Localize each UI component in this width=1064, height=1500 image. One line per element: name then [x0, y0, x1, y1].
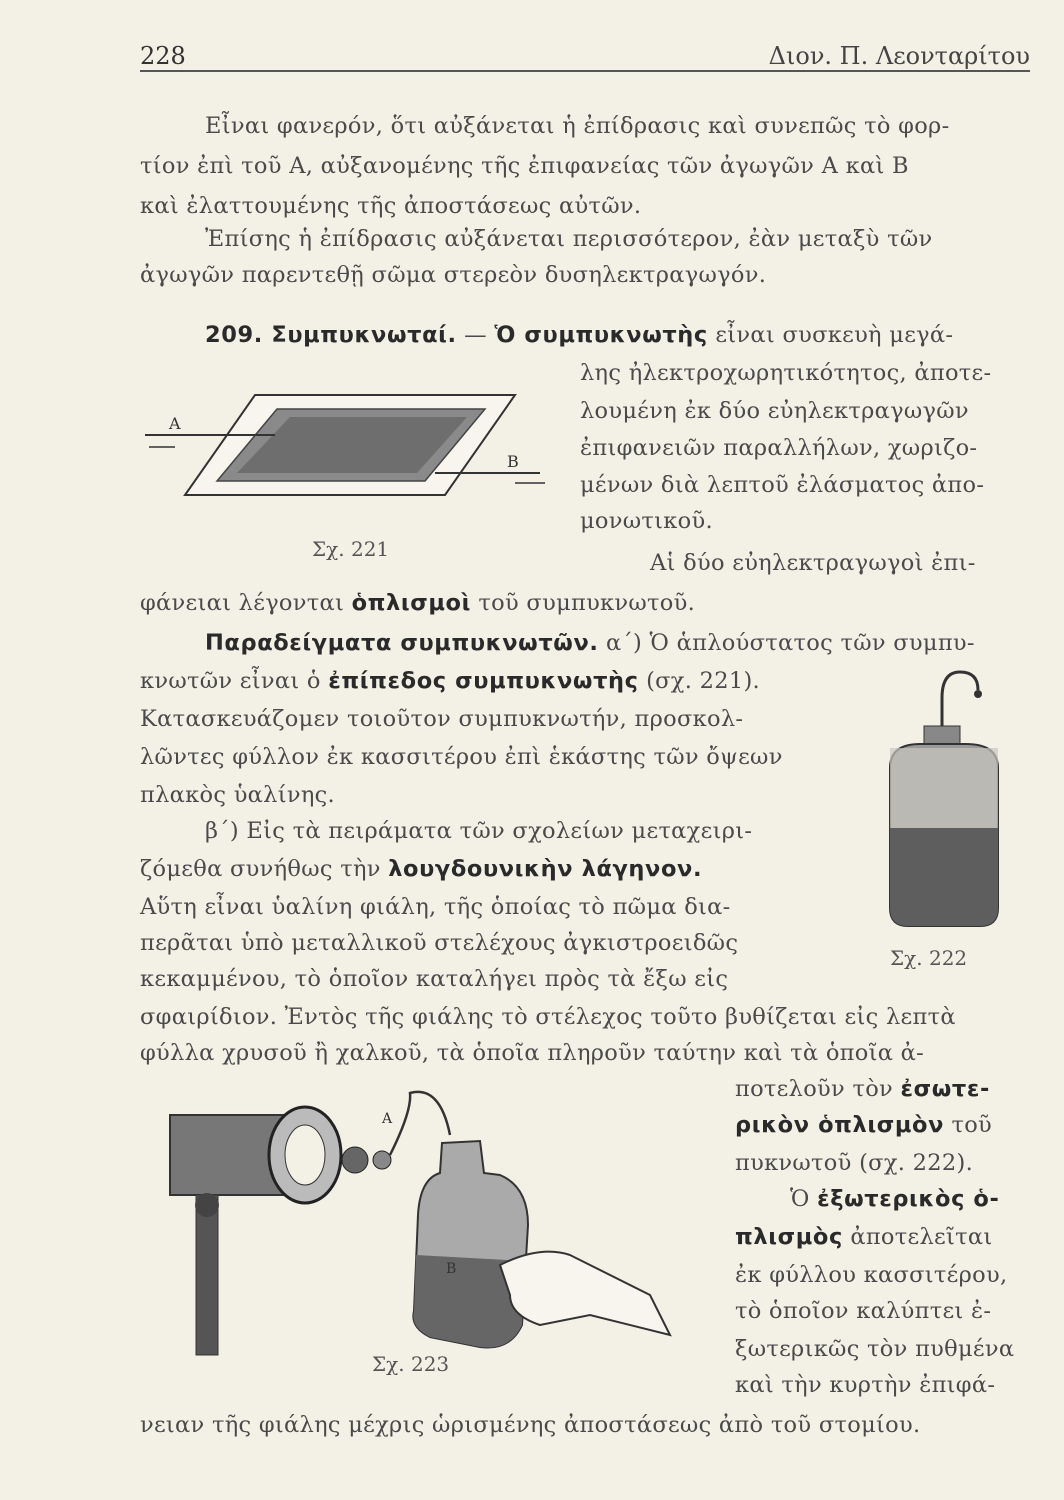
leyden-line-5: κεκαμμένου, τὸ ὁποῖον καταλήγει πρὸς τὰ ἔξω εἰς	[140, 966, 729, 992]
section-dash: —	[464, 322, 487, 348]
leyden-line-7: φύλλα χρυσοῦ ἢ χαλκοῦ, τὰ ὁποῖα πληροῦν ταύτην καὶ τὰ ὁποῖα ἀ-	[140, 1040, 925, 1066]
jar-stopper	[924, 726, 960, 744]
page-header	[140, 38, 1030, 72]
narrow-line-5: μονωτικοῦ.	[580, 508, 713, 534]
term-inner-2: ρικὸν ὁπλισμὸν	[735, 1112, 944, 1138]
jar-outer-foil	[890, 828, 998, 926]
rod-ball	[974, 690, 982, 698]
armature-pre: φάνειαι λέγονται	[140, 590, 345, 616]
examples-line-2	[140, 668, 760, 694]
para2-line-2: ἀγωγῶν παρεντεθῇ σῶμα στερεὸν δυσηλεκτραγωγόν.	[140, 262, 767, 288]
outer-last-line: νειαν τῆς φιάλης μέχρις ὡρισμένης ἀποστάσεως ἀπὸ τοῦ στομίου.	[140, 1412, 921, 1438]
leyden-line-1: β΄) Εἰς τὰ πειράματα τῶν σχολείων μεταχειρι-	[205, 818, 753, 844]
outer-line-1	[790, 1186, 999, 1212]
conductor-ball-1	[342, 1147, 368, 1173]
fig-221-plate-condenser	[145, 385, 555, 515]
outer-line1-pre: Ὁ	[790, 1186, 810, 1212]
narrow-line-1: λης ἠλεκτροχωρητικότητος, ἀποτε-	[580, 360, 992, 386]
header-rule	[140, 70, 1030, 72]
page-number: 228	[140, 42, 186, 70]
leyden-line-4: περᾶται ὑπὸ μεταλλικοῦ στελέχους ἀγκιστροειδῶς	[140, 930, 739, 956]
para1-line-3: καὶ ἐλαττουμένης τῆς ἀποστάσεως αὐτῶν.	[140, 193, 642, 219]
inner-line-1	[735, 1076, 990, 1102]
examples-line2-post: (σχ. 221).	[646, 668, 761, 694]
outer-line-3: ἐκ φύλλου κασσιτέρου,	[735, 1262, 1008, 1288]
outer-line2-post: ἀποτελεῖται	[850, 1224, 993, 1250]
outer-line-2	[735, 1224, 992, 1250]
examples-heading-rest: α΄) Ὁ ἁπλούστατος τῶν συμπυ-	[605, 630, 975, 656]
examples-heading-line	[205, 630, 975, 656]
fig-221-caption: Σχ. 221	[312, 537, 390, 561]
running-title: Διον. Π. Λεονταρίτου	[768, 42, 1030, 70]
outer-line-5: ξωτερικῶς τὸν πυθμένα	[735, 1336, 1015, 1362]
examples-line-5: πλακὸς ὑαλίνης.	[140, 782, 335, 808]
fig-223-charging-jar	[150, 1075, 690, 1375]
term-inner-1: ἐσωτε-	[900, 1076, 990, 1102]
narrow-line-3: ἐπιφανειῶν παραλλήλων, χωριζο-	[580, 435, 978, 461]
inner-line2-post: τοῦ	[951, 1112, 993, 1138]
outer-line-6: καὶ τὴν κυρτὴν ἐπιφά-	[735, 1372, 996, 1398]
term-flat-condenser: ἐπίπεδος συμπυκνωτὴς	[328, 668, 639, 694]
para1-line-2: τίον ἐπὶ τοῦ Α, αὐξανομένης τῆς ἐπιφανείας τῶν ἀγωγῶν Α καὶ Β	[140, 153, 909, 179]
fig223-label-a: Α	[382, 1111, 393, 1127]
examples-heading: Παραδείγματα συμπυκνωτῶν.	[205, 630, 599, 656]
term-armatures: ὁπλισμοὶ	[351, 590, 471, 616]
term-condenser: Ὁ συμπυκνωτὴς	[494, 322, 708, 348]
fig-222-caption: Σχ. 222	[890, 946, 968, 970]
jar-upper-glass	[890, 748, 998, 828]
para1-line-1: Εἶναι φανερόν, ὅτι αὐξάνεται ἡ ἐπίδρασις καὶ συνεπῶς τὸ φορ-	[205, 113, 950, 139]
examples-line-4: λῶντες φύλλον ἐκ κασσιτέρου ἐπὶ ἑκάστης τῶν ὄψεων	[140, 744, 783, 770]
section-title: 209. Συμπυκνωταί.	[205, 322, 457, 348]
fig221-label-b: Β	[507, 452, 519, 471]
armature-line-2	[140, 590, 695, 616]
leyden-line2-pre: ζόμεθα συνήθως τὴν	[140, 856, 381, 882]
para2-line-1: Ἐπίσης ἡ ἐπίδρασις αὐξάνεται περισσότερον, ἐὰν μεταξὺ τῶν	[205, 226, 933, 252]
term-outer-2: πλισμὸς	[735, 1224, 843, 1250]
fig-222-leyden-jar	[880, 668, 1015, 933]
examples-line-3: Κατασκευάζομεν τοιοῦτον συμπυκνωτήν, προσκολ-	[140, 706, 744, 732]
section-209-line	[205, 322, 953, 348]
armature-post: τοῦ συμπυκνωτοῦ.	[478, 590, 696, 616]
leyden-line-2	[140, 856, 702, 882]
stand-knob	[195, 1193, 219, 1217]
narrow-line-2: λουμένη ἐκ δύο εὐηλεκτραγωγῶν	[580, 398, 969, 424]
inner-line-3: πυκνωτοῦ (σχ. 222).	[735, 1150, 974, 1176]
conductor-ball-2	[373, 1151, 391, 1169]
fig-223-caption: Σχ. 223	[372, 1352, 450, 1376]
machine-stand	[196, 1195, 218, 1355]
outer-line-4: τὸ ὁποῖον καλύπτει ἐ-	[735, 1298, 992, 1324]
fig223-label-b: Β	[446, 1261, 457, 1277]
machine-ring-inner	[285, 1125, 325, 1185]
leyden-line-3: Αὕτη εἶναι ὑαλίνη φιάλη, τῆς ὁποίας τὸ πῶμα δια-	[140, 894, 731, 920]
leyden-line-6: σφαιρίδιον. Ἐντὸς τῆς φιάλης τὸ στέλεχος τοῦτο βυθίζεται εἰς λεπτὰ	[140, 1004, 956, 1030]
armature-line-1: Αἱ δύο εὐηλεκτραγωγοὶ ἐπι-	[650, 550, 976, 576]
narrow-line-4: μένων διὰ λεπτοῦ ἐλάσματος ἀπο-	[580, 472, 985, 498]
fig221-label-a: Α	[169, 414, 181, 433]
inner-line-2	[735, 1112, 992, 1138]
section-first-rest: εἶναι συσκευὴ μεγά-	[715, 322, 954, 348]
term-leyden-jar: λουγδουνικὴν λάγηνον.	[388, 856, 703, 882]
holding-hand	[500, 1252, 670, 1335]
inner-line1-text: ποτελοῦν τὸν	[735, 1076, 894, 1102]
examples-line2-pre: κνωτῶν εἶναι ὁ	[140, 668, 321, 694]
term-outer-1: ἐξωτερικὸς ὁ-	[817, 1186, 1000, 1212]
